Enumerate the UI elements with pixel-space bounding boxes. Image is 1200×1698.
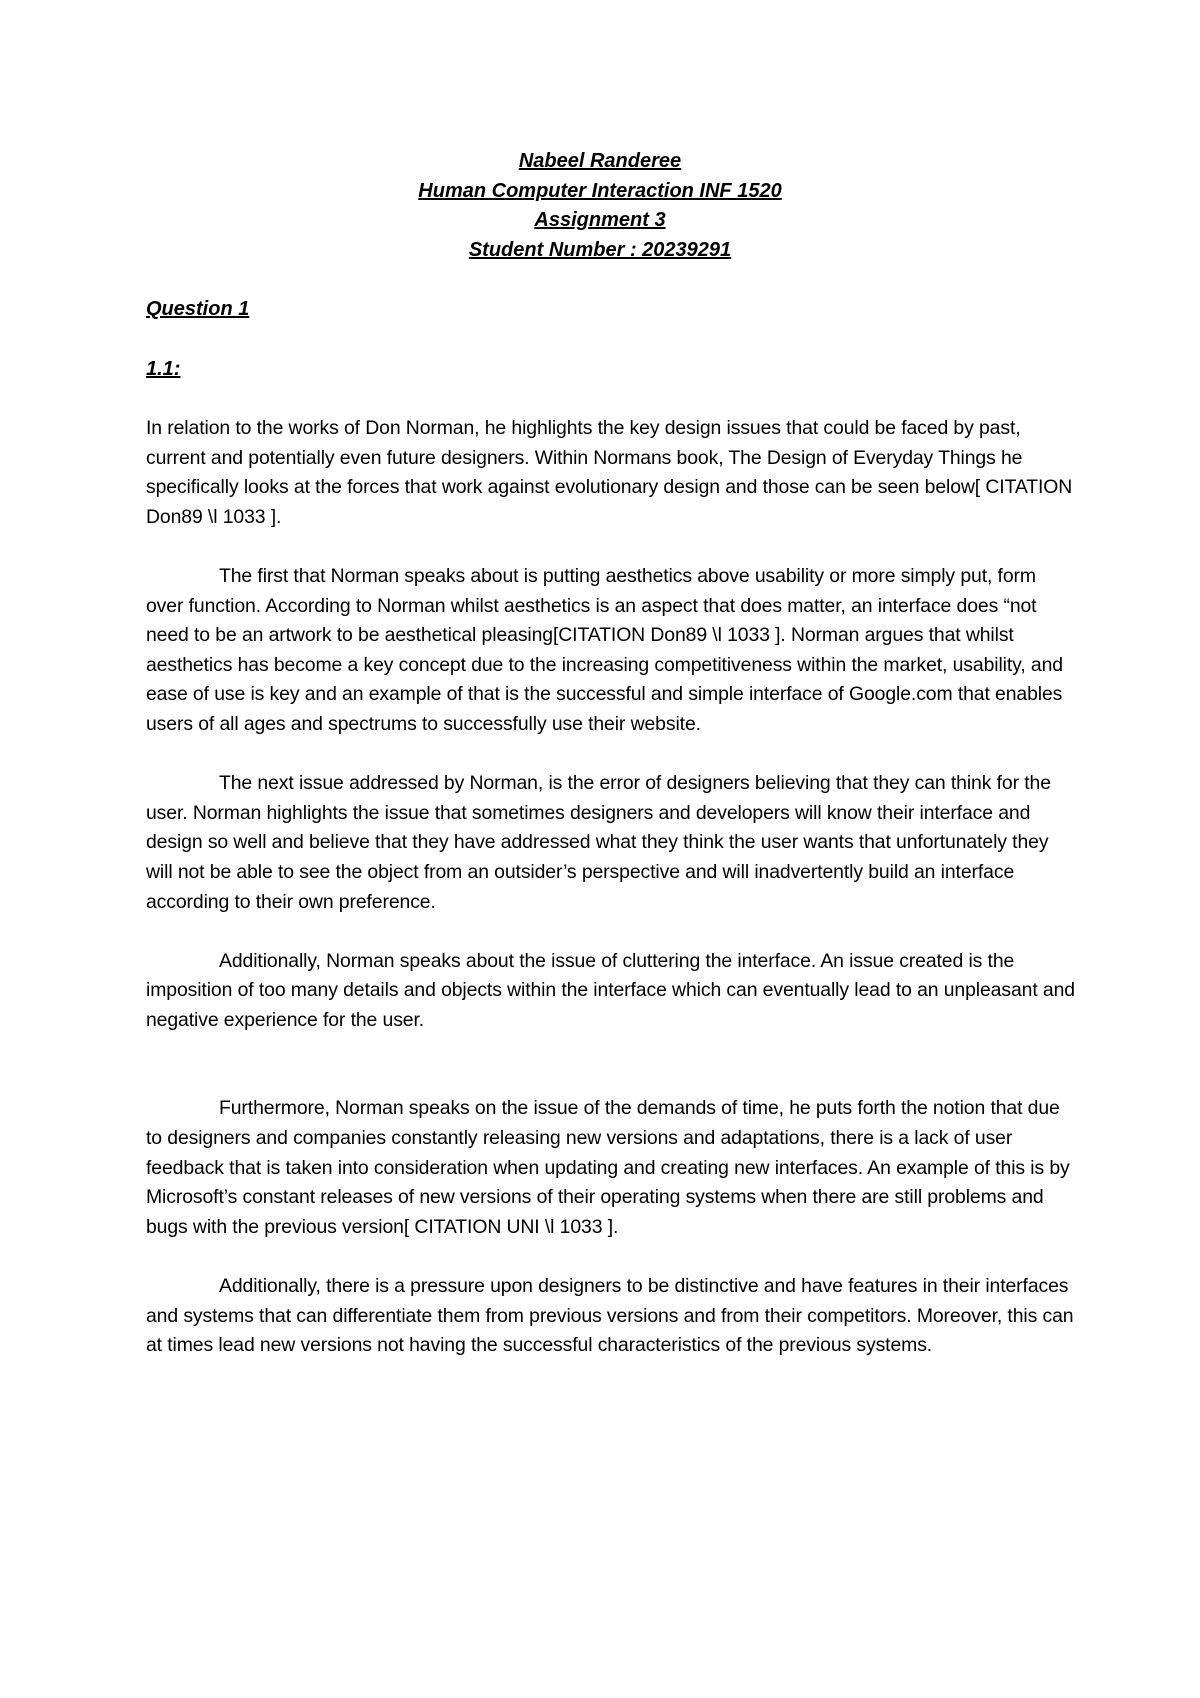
author-name: Nabeel Randeree xyxy=(518,150,682,172)
assignment-title: Assignment 3 xyxy=(534,209,666,231)
paragraph-think-for-user: The next issue addressed by Norman, is the error of designers believing that they can think for the user. Norman highlights the issue that sometimes designers and developers will know their interface and design so well and believe that they have addressed what they think the user wants that unfortunately they will not be able to see the object from an outsider’s perspective and will inadvertently build an interface according to their own preference. xyxy=(146,772,1051,913)
paragraph-cluttering: Additionally, Norman speaks about the issue of cluttering the interface. An issue created is the imposition of too many details and objects within the interface which can eventually lead to an unpleasant and negative experience for the user. xyxy=(146,949,1075,1031)
paragraph-distinctiveness: Additionally, there is a pressure upon designers to be distinctive and have features in their interfaces and systems that can differentiate them from previous versions and from their competitors. Moreover, this can at times lead new versions not having the successful characteristics of the previous systems. xyxy=(146,1275,1074,1357)
course-title: Human Computer Interaction INF 1520 xyxy=(418,179,782,202)
subsection-heading: 1.1: xyxy=(146,358,181,380)
paragraph-aesthetics: The first that Norman speaks about is putting aesthetics above usability or more simply put, form over function. According to Norman whilst aesthetics is an aspect that does matter, an interface does “not need to be an artwork to be aesthetical pleasing[CITATION Don89 \l 1033 ]. Norman argues that whilst aesthetics has become a key concept due to the increasing competitiveness within the market, usability, and ease of use is key and an example of that is the successful and simple interface of Google.com that enables users of all ages and spectrums to successfully use their website. xyxy=(146,564,1063,735)
paragraph-demands-of-time: Furthermore, Norman speaks on the issue of the demands of time, he puts forth the notion that due to designers and companies constantly releasing new versions and adaptations, there is a lack of user feedback that is taken into consideration when updating and creating new interfaces. An example of this is by Microsoft’s constant releases of new versions of their operating systems when there are still problems and bugs with the previous version[ CITATION UNI \l 1033 ]. xyxy=(146,1097,1070,1238)
paragraph-intro: In relation to the works of Don Norman, he highlights the key design issues that could be faced by past, current and potentially even future designers. Within Normans book, The Design of Everyday Things he specifically looks at the forces that work against evolutionary design and those can be seen below[ CITATION Don89 \l 1033 ]. xyxy=(146,417,1073,528)
student-number: Student Number : 20239291 xyxy=(468,238,732,261)
document-header xyxy=(0,147,1200,265)
question-heading: Question 1 xyxy=(146,298,250,320)
document-body xyxy=(146,294,1076,1390)
